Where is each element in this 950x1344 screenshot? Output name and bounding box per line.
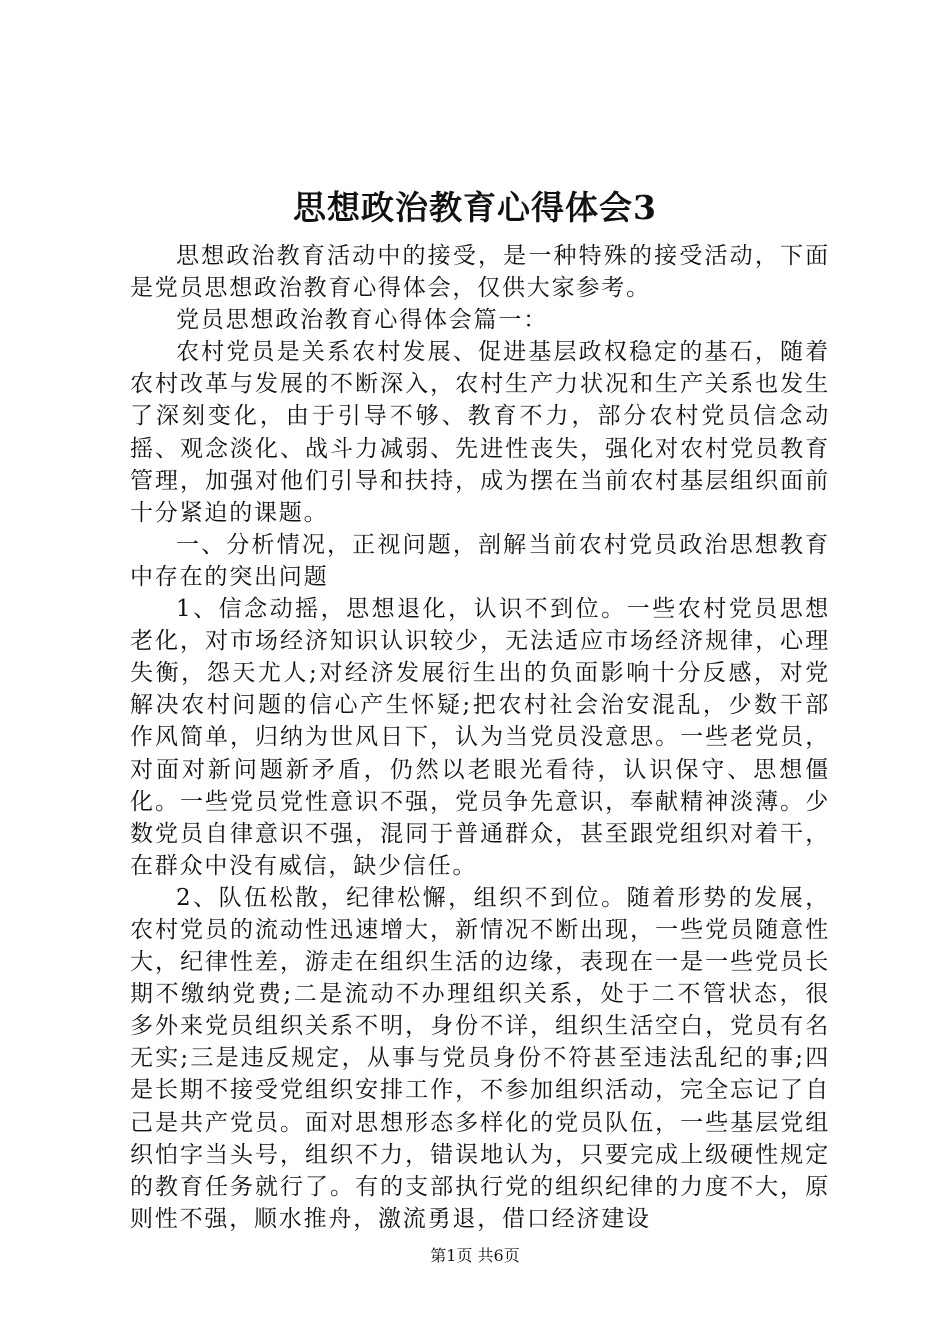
- paragraph-background: 农村党员是关系农村发展、促进基层政权稳定的基石，随着农村改革与发展的不断深入，农村生产力状况和生产关系也发生了深刻变化，由于引导不够、教育不力，部分农村党员信念动摇、观念淡化、战斗力减弱、先进性丧失，强化对农村党员教育管理，加强对他们引导和扶持，成为摆在当前农村基层组织面前十分紧迫的课题。: [130, 339, 830, 526]
- document-body: [130, 240, 830, 1235]
- paragraph-heading-one: 一、分析情况，正视问题，剖解当前农村党员政治思想教育中存在的突出问题: [130, 531, 830, 590]
- document-title: 思想政治教育心得体会3: [293, 188, 657, 227]
- paragraph-point-two: 2、队伍松散，纪律松懈，组织不到位。随着形势的发展，农村党员的流动性迅速增大，新情况不断出现，一些党员随意性大，纪律性差，游走在组织生活的边缘，表现在一是一些党员长期不缴纳党费;二是流动不办理组织关系，处于二不管状态，很多外来党员组织关系不明，身份不详，组织生活空白，党员有名无实;三是违反规定，从事与党员身份不符甚至违法乱纪的事;四是长期不接受党组织安排工作，不参加组织活动，完全忘记了自己是共产党员。面对思想形态多样化的党员队伍，一些基层党组织怕字当头号，组织不力，错误地认为，只要完成上级硬性规定的教育任务就行了。有的支部执行党的组织纪律的力度不大，原则性不强，顺水推舟，激流勇退，借口经济建设: [130, 884, 830, 1232]
- page-footer: 第1页 共6页: [430, 1246, 520, 1265]
- paragraph-point-one: 1、信念动摇，思想退化，认识不到位。一些农村党员思想老化，对市场经济知识认识较少，无法适应市场经济规律，心理失衡，怨天尤人;对经济发展衍生出的负面影响十分反感，对党解决农村问题的信心产生怀疑;把农村社会治安混乱，少数干部作风简单，归纳为世风日下，认为当党员没意思。一些老党员，对面对新问题新矛盾，仍然以老眼光看待，认识保守、思想僵化。一些党员党性意识不强，党员争先意识，奉献精神淡薄。少数党员自律意识不强，混同于普通群众，甚至跟党组织对着干，在群众中没有威信，缺少信任。: [130, 596, 830, 879]
- paragraph-intro: 思想政治教育活动中的接受，是一种特殊的接受活动，下面是党员思想政治教育心得体会，仅供大家参考。: [130, 243, 830, 302]
- paragraph-section-heading: 党员思想政治教育心得体会篇一：: [176, 307, 548, 334]
